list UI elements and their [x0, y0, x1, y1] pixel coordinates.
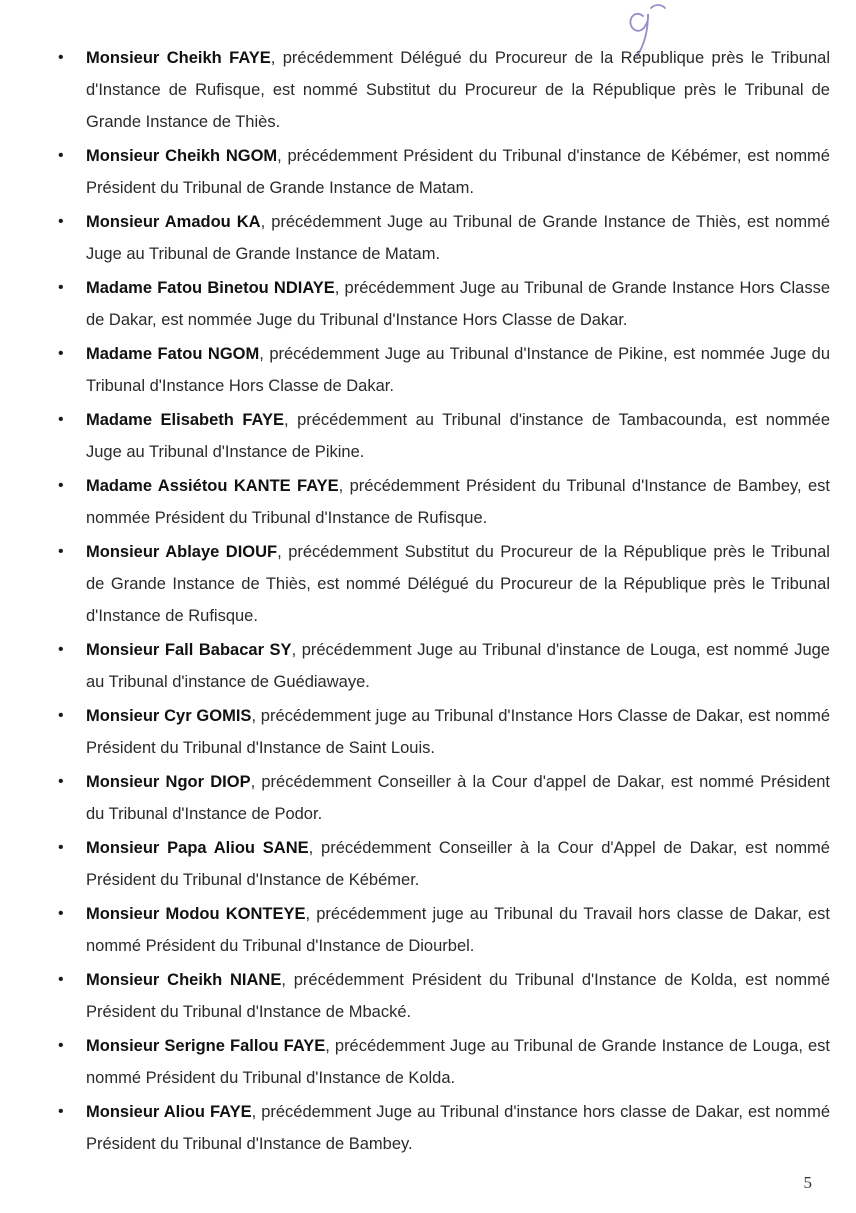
bullet-icon: •	[58, 147, 64, 164]
appointee-name: Monsieur Amadou KA	[86, 213, 261, 231]
bullet-icon: •	[58, 477, 64, 494]
appointment-description: , précédemment juge au Tribunal d'Instance Hors Classe de Dakar, est nommé Président du Tribunal d'Instance de Saint Louis.	[86, 707, 831, 757]
appointee-name: Monsieur Cyr GOMIS	[86, 707, 252, 725]
appointment-description: , précédemment Conseiller à la Cour d'Appel de Dakar, est nommé Président du Tribunal d'Instance de Kébémer.	[86, 839, 830, 889]
appointment-item	[58, 470, 830, 534]
appointment-description: , précédemment Substitut du Procureur de la République près le Tribunal de Grande Instance de Thiès, est nommé Délégué du Procureur de la République près le Tribunal d'Instance de Rufisque.	[86, 543, 830, 625]
appointee-name: Monsieur Cheikh NIANE	[86, 971, 282, 989]
appointment-item	[58, 206, 830, 270]
appointment-description: , précédemment Conseiller à la Cour d'appel de Dakar, est nommé Président du Tribunal d'Instance de Podor.	[86, 773, 831, 823]
appointment-item	[58, 1096, 830, 1160]
bullet-icon: •	[58, 49, 64, 66]
appointment-item	[58, 338, 830, 402]
appointee-name: Monsieur Cheikh NGOM	[86, 147, 278, 165]
bullet-icon: •	[58, 839, 64, 856]
appointment-description: , précédemment Président du Tribunal d'instance de Kébémer, est nommé Président du Tribunal de Grande Instance de Matam.	[86, 147, 830, 197]
bullet-icon: •	[58, 641, 64, 658]
bullet-icon: •	[58, 345, 64, 362]
appointment-description: , précédemment Juge au Tribunal d'instance de Louga, est nommé Juge au Tribunal d'instance de Guédiawaye.	[86, 641, 830, 691]
appointee-name: Monsieur Ngor DIOP	[86, 773, 251, 791]
appointee-name: Monsieur Cheikh FAYE	[86, 49, 271, 67]
appointee-name: Monsieur Modou KONTEYE	[86, 905, 306, 923]
appointee-name: Monsieur Aliou FAYE	[86, 1103, 252, 1121]
appointment-description: , précédemment Juge au Tribunal d'Instance de Pikine, est nommée Juge du Tribunal d'Instance Hors Classe de Dakar.	[86, 345, 830, 395]
appointment-item	[58, 140, 830, 204]
appointment-description: , précédemment juge au Tribunal du Travail hors classe de Dakar, est nommé Président du Tribunal d'Instance de Diourbel.	[86, 905, 830, 955]
appointment-item	[58, 404, 830, 468]
appointments-list	[58, 42, 830, 1162]
appointee-name: Madame Elisabeth FAYE	[86, 411, 284, 429]
appointee-name: Madame Fatou NGOM	[86, 345, 260, 363]
bullet-icon: •	[58, 707, 64, 724]
appointee-name: Monsieur Papa Aliou SANE	[86, 839, 309, 857]
appointment-description: , précédemment Juge au Tribunal de Grande Instance Hors Classe de Dakar, est nommée Juge du Tribunal d'Instance Hors Classe de Dakar.	[86, 279, 830, 329]
appointment-item	[58, 964, 830, 1028]
appointment-description: , précédemment Juge au Tribunal d'instance hors classe de Dakar, est nommé Président du Tribunal d'Instance de Bambey.	[86, 1103, 830, 1153]
appointment-description: , précédemment Juge au Tribunal de Grande Instance de Louga, est nommé Président du Tribunal d'Instance de Kolda.	[86, 1037, 830, 1087]
appointment-item	[58, 700, 830, 764]
appointment-item	[58, 1030, 830, 1094]
appointment-description: , précédemment au Tribunal d'instance de Tambacounda, est nommée Juge au Tribunal d'Instance de Pikine.	[86, 411, 830, 461]
appointment-description: , précédemment Président du Tribunal d'Instance de Kolda, est nommé Président du Tribunal d'Instance de Mbacké.	[86, 971, 831, 1021]
appointment-item	[58, 898, 830, 962]
bullet-icon: •	[58, 1037, 64, 1054]
bullet-icon: •	[58, 213, 64, 230]
appointment-description: , précédemment Président du Tribunal d'Instance de Bambey, est nommée Président du Tribunal d'Instance de Rufisque.	[86, 477, 830, 527]
appointee-name: Madame Fatou Binetou NDIAYE	[86, 279, 335, 297]
appointee-name: Monsieur Ablaye DIOUF	[86, 543, 278, 561]
appointment-item	[58, 634, 830, 698]
bullet-icon: •	[58, 971, 64, 988]
appointee-name: Madame Assiétou KANTE FAYE	[86, 477, 339, 495]
bullet-icon: •	[58, 411, 64, 428]
bullet-icon: •	[58, 543, 64, 560]
appointee-name: Monsieur Serigne Fallou FAYE	[86, 1037, 326, 1055]
appointee-name: Monsieur Fall Babacar SY	[86, 641, 292, 659]
appointment-description: , précédemment Délégué du Procureur de la République près le Tribunal d'Instance de Rufisque, est nommé Substitut du Procureur de la République près le Tribunal de Grande Instance de Thiès.	[86, 49, 831, 131]
page-number: 5	[803, 1173, 812, 1192]
bullet-icon: •	[58, 279, 64, 296]
appointment-item	[58, 536, 830, 632]
bullet-icon: •	[58, 1103, 64, 1120]
appointment-item	[58, 766, 830, 830]
appointment-item	[58, 832, 830, 896]
appointment-item	[58, 272, 830, 336]
bullet-icon: •	[58, 773, 64, 790]
appointment-description: , précédemment Juge au Tribunal de Grande Instance de Thiès, est nommé Juge au Tribunal de Grande Instance de Matam.	[86, 213, 830, 263]
bullet-icon: •	[58, 905, 64, 922]
appointment-item	[58, 42, 830, 138]
